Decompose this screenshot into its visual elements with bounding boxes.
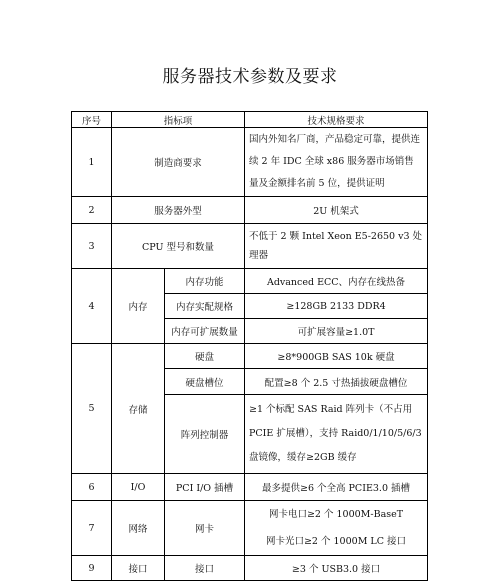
- row-item: 服务器外型: [112, 197, 245, 224]
- row-req: 2U 机架式: [245, 197, 428, 224]
- row-subitem: 阵列控制器: [165, 395, 245, 474]
- table-row: [72, 474, 428, 501]
- row-no: 2: [72, 197, 112, 224]
- row-no: 1: [72, 128, 112, 197]
- row-item: 制造商要求: [112, 128, 245, 197]
- table-row: [72, 556, 428, 581]
- header-req: 技术规格要求: [245, 112, 428, 128]
- row-group: 接口: [112, 556, 165, 581]
- row-req: 不低于 2 颗 Intel Xeon E5-2650 v3 处理器: [245, 224, 428, 269]
- table-row: [72, 128, 428, 197]
- row-req: ≥3 个 USB3.0 接口: [245, 556, 428, 581]
- row-req: [245, 501, 428, 556]
- table-row: [72, 269, 428, 294]
- row-req: ≥128GB 2133 DDR4: [245, 294, 428, 319]
- table-row: [72, 501, 428, 556]
- row-no: 7: [72, 501, 112, 556]
- table-header-row: [72, 112, 428, 128]
- header-no: 序号: [72, 112, 112, 128]
- row-req: 最多提供≥6 个全高 PCIE3.0 插槽: [245, 474, 428, 501]
- row-subitem: 内存可扩展数量: [165, 319, 245, 344]
- row-no: 5: [72, 344, 112, 474]
- row-subitem: 硬盘槽位: [165, 369, 245, 395]
- req-line: 网卡光口≥2 个 1000M LC 接口: [265, 536, 407, 547]
- table-row: [72, 224, 428, 269]
- row-req: 可扩展容量≥1.0T: [245, 319, 428, 344]
- req-line: 网卡电口≥2 个 1000M-BaseT: [268, 509, 404, 520]
- row-req: 国内外知名厂商，产品稳定可靠，提供连续 2 年 IDC 全球 x86 服务器市场销售量及金额排名前 5 位，提供证明: [245, 128, 428, 197]
- row-subitem: 内存实配规格: [165, 294, 245, 319]
- row-no: 6: [72, 474, 112, 501]
- row-no: 9: [72, 556, 112, 581]
- row-subitem: PCI I/O 插槽: [165, 474, 245, 501]
- row-no: 4: [72, 269, 112, 344]
- row-req: ≥8*900GB SAS 10k 硬盘: [245, 344, 428, 369]
- row-group: 存储: [112, 344, 165, 474]
- row-subitem: 网卡: [165, 501, 245, 556]
- page-title: 服务器技术参数及要求: [162, 67, 338, 87]
- row-group: 内存: [112, 269, 165, 344]
- row-group: I/O: [112, 474, 165, 501]
- row-item: CPU 型号和数量: [112, 224, 245, 269]
- row-subitem: 硬盘: [165, 344, 245, 369]
- row-req: ≥1 个标配 SAS Raid 阵列卡（不占用 PCIE 扩展槽），支持 Raid0/1/10/5/6/3 盘镜像，缓存≥2GB 缓存: [245, 395, 428, 474]
- row-subitem: 接口: [165, 556, 245, 581]
- row-no: 3: [72, 224, 112, 269]
- header-item: 指标项: [112, 112, 245, 128]
- row-subitem: 内存功能: [165, 269, 245, 294]
- table-row: [72, 197, 428, 224]
- row-group: 网络: [112, 501, 165, 556]
- row-req: 配置≥8 个 2.5 寸热插拔硬盘槽位: [245, 369, 428, 395]
- row-req: Advanced ECC、内存在线热备: [245, 269, 428, 294]
- table-row: [72, 344, 428, 369]
- spec-table: [71, 111, 428, 581]
